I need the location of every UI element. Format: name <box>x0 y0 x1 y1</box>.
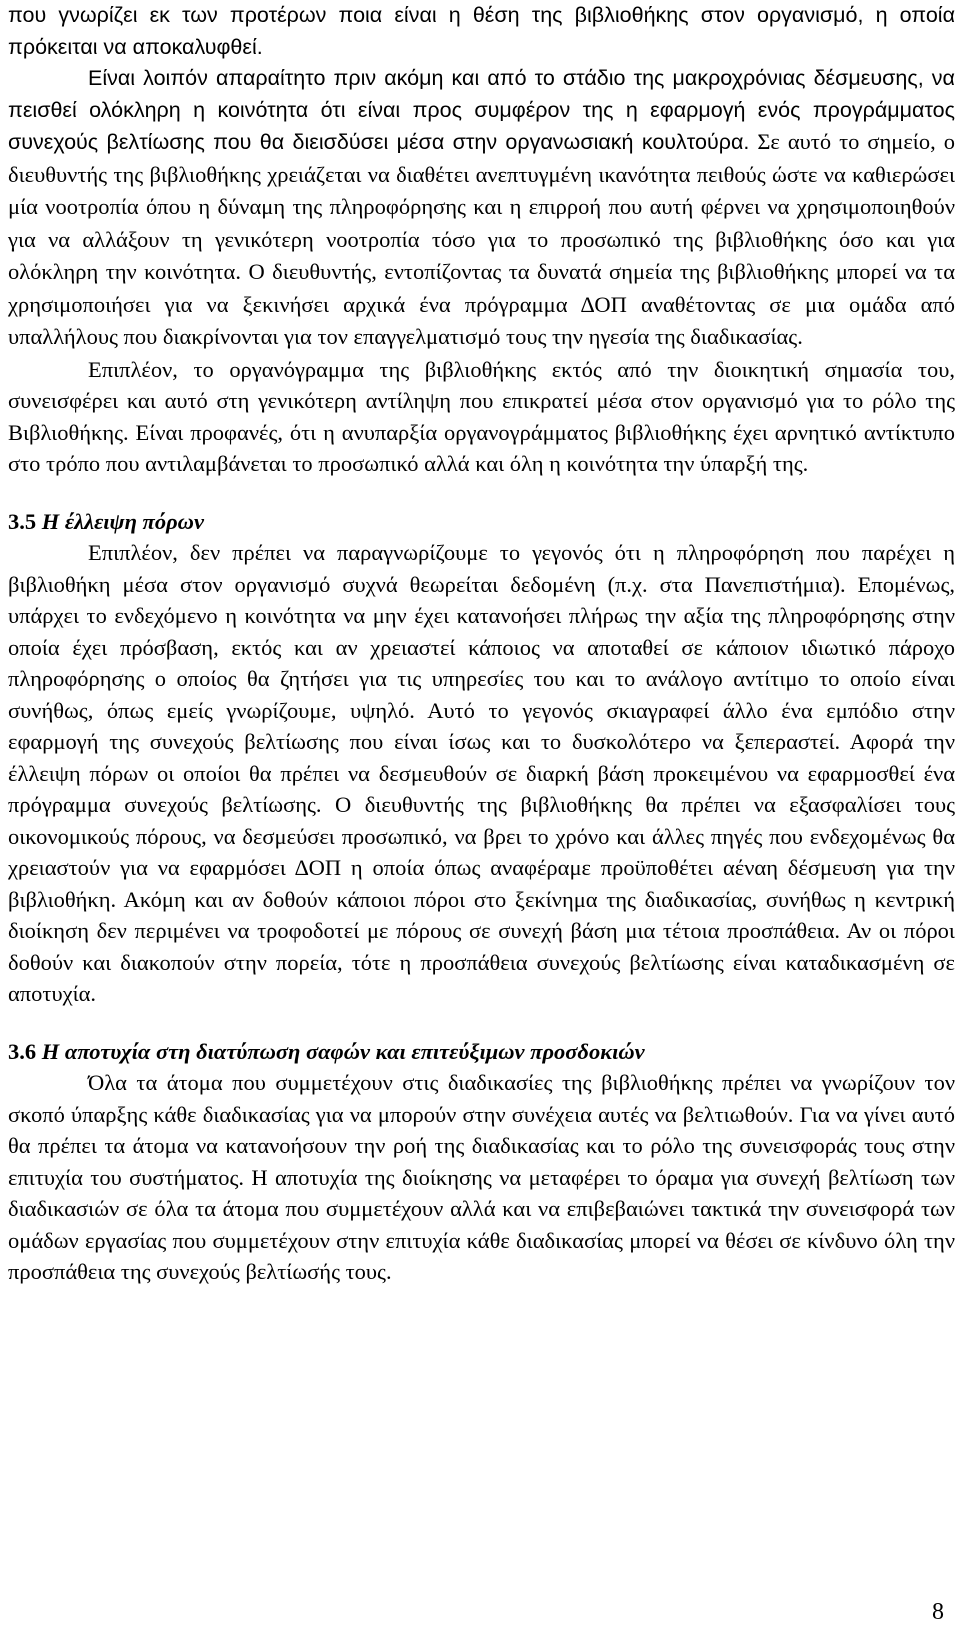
section-heading-3-6 <box>8 1036 955 1068</box>
section-heading-3-5 <box>8 506 955 538</box>
section-title: Η έλλειψη πόρων <box>41 508 204 534</box>
paragraph-intro-continuation <box>8 0 955 63</box>
paragraph-text: που γνωρίζει εκ των προτέρων ποια είναι η θέση της βιβλιοθήκης στον οργανισμό, η οποία πρόκειται να αποκαλυφθεί. <box>8 3 955 59</box>
section-number: 3.5 <box>8 508 37 534</box>
paragraph-text-sans: Είναι λοιπόν απαραίτητο πριν ακόμη και από το στάδιο της μακροχρόνιας δέσμευσης, να πεισθεί ολόκληρη η κοινότητα ότι είναι προς συμφέρον της η εφαρμογή ενός προγράμματος συνεχούς βελτίωσης που θα διεισδύσει μέσα στην οργανωσιακή κουλτούρα. <box>8 66 955 154</box>
paragraph-text-serif: Σε αυτό το σημείο, ο διευθυντής της βιβλιοθήκης χρειάζεται να διαθέτει ανεπτυγμένη ικανότητα πειθούς ώστε να καθιερώσει μία νοοτροπία όπου η δύναμη της πληροφόρησης και η επιρροή που αυτή φέρνει να χρησιμοποιηθούν για να αλλάξουν τη γενικότερη νοοτροπία τόσο για το προσωπικό της βιβλιοθήκης όσο και για ολόκληρη την κοινότητα. Ο διευθυντής, εντοπίζοντας τα δυνατά σημεία της βιβλιοθήκης μπορεί να τα χρησιμοποιήσει για να ξεκινήσει αρχικά ένα πρόγραμμα ΔΟΠ αναθέτοντας σε μια ομάδα από υπαλλήλους που διακρίνονται για τον επαγγελματισμό τους την ηγεσία της διαδικασίας. <box>8 129 955 349</box>
paragraph-lack-of-resources <box>8 537 955 1010</box>
paragraph-text: Επιπλέον, δεν πρέπει να παραγνωρίζουμε το γεγονός ότι η πληροφόρηση που παρέχει η βιβλιοθήκη μέσα στον οργανισμό συχνά θεωρείται δεδομένη (π.χ. στα Πανεπιστήμια). Επομένως, υπάρχει το ενδεχόμενο η κοινότητα να μην έχει κατανοήσει πλήρως την αξία της πληροφόρησης στην οποία έχει πρόσβαση, εκτός και αν χρειαστεί κάποιος να αποταθεί σε κάποιον ιδιωτικό πάροχο πληροφόρησης ο οποίος θα ζητήσει για τις υπηρεσίες του και το ανάλογο αντίτιμο το οποίο είναι συνήθως, όπως εμείς γνωρίζουμε, υψηλό. Αυτό το γεγονός σκιαγραφεί άλλο ένα εμπόδιο στην εφαρμογή της συνεχούς βελτίωσης που είναι ίσως και το δυσκολότερο να ξεπεραστεί. Αφορά την έλλειψη πόρων οι οποίοι θα πρέπει να δεσμευθούν σε διαρκή βάση προκειμένου να εφαρμοσθεί ένα πρόγραμμα συνεχούς βελτίωσης. Ο διευθυντής της βιβλιοθήκης θα πρέπει να εξασφαλίσει τους οικονομικούς πόρους, να δεσμεύσει προσωπικό, να βρει το χρόνο και άλλες πηγές που ενδεχομένως θα χρειαστούν για να εφαρμόσει ΔΟΠ η οποία όπως αναφέραμε προϋποθέτει αέναη δέσμευση για την βιβλιοθήκη. Ακόμη και αν δοθούν κάποιοι πόροι στο ξεκίνημα της διαδικασίας, συνήθως η κεντρική διοίκηση δεν περιμένει να τροφοδοτεί με πόρους σε συνεχή βάση μια τέτοια προσπάθεια. Αν οι πόροι δοθούν και διακοπούν στην πορεία, τότε η προσπάθεια συνεχούς βελτίωσης είναι καταδικασμένη σε αποτυχία. <box>8 540 955 1006</box>
section-title: Η αποτυχία στη διατύπωση σαφών και επιτεύξιμων προσδοκιών <box>41 1038 645 1064</box>
paragraph-text: Επιπλέον, το οργανόγραμμα της βιβλιοθήκης εκτός από την διοικητική σημασία του, συνεισφέρει και αυτό στη γενικότερη αντίληψη που επικρατεί μέσα στον οργανισμό για το ρόλο της Βιβλιοθήκης. Είναι προφανές, ότι η ανυπαρξία οργανογράμματος βιβλιοθήκης έχει αρνητικό αντίκτυπο στο τρόπο που αντιλαμβάνεται το προσωπικό αλλά και όλη η κοινότητα την ύπαρξή της. <box>8 356 955 476</box>
paragraph-org-chart <box>8 354 955 480</box>
section-number: 3.6 <box>8 1038 37 1064</box>
paragraph-expectations <box>8 1067 955 1288</box>
page-number: 8 <box>932 1599 944 1625</box>
paragraph-text: Όλα τα άτομα που συμμετέχουν στις διαδικασίες της βιβλιοθήκης πρέπει να γνωρίζουν τον σκοπό ύπαρξης κάθε διαδικασίας για να μπορούν στην συνέχεια αυτές να βελτιωθούν. Για να γίνει αυτό θα πρέπει τα άτομα να κατανοήσουν την ροή της διαδικασίας και το ρόλο της συνεισφοράς τους στην επιτυχία του συστήματος. Η αποτυχία της διοίκησης να μεταφέρει το όραμα για συνεχή βελτίωση των διαδικασιών σε όλα τα άτομα που συμμετέχουν αλλά και να επιβεβαιώνει τακτικά την συνεισφορά των ομάδων εργασίας που συμμετέχουν στην επιτυχία κάθε διαδικασίας μπορεί να θέσει σε κίνδυνο όλη την προσπάθεια της συνεχούς βελτίωσής τους. <box>8 1070 955 1284</box>
paragraph-persuasion <box>8 63 955 354</box>
document-page <box>8 0 955 1288</box>
